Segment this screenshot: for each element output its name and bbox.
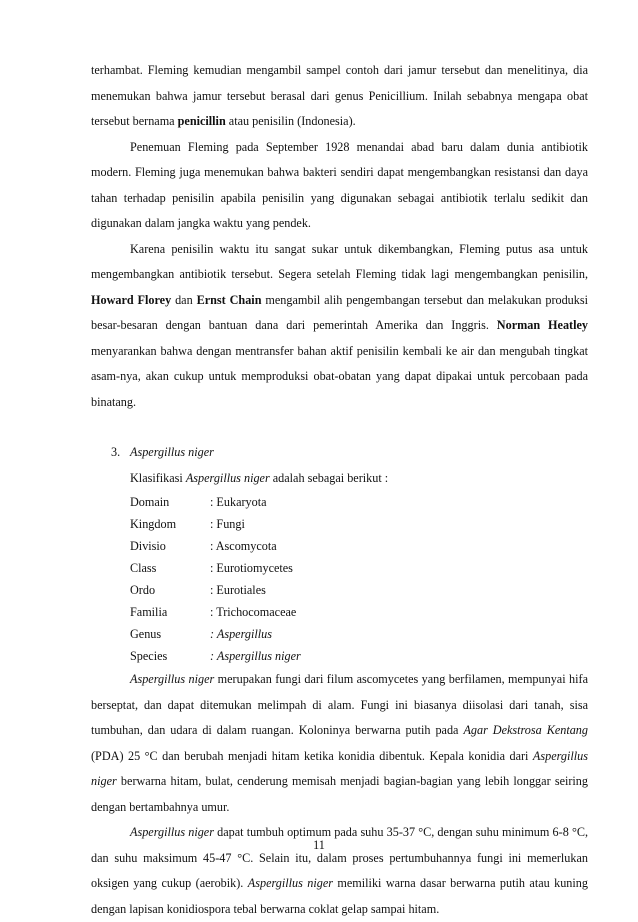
rank-label: Domain — [130, 495, 170, 509]
section-number: 3. — [111, 445, 121, 459]
bold-name-norman-heatley: Norman Heatley — [496, 318, 588, 332]
rank-label: Class — [130, 561, 157, 575]
classification-row — [130, 557, 301, 579]
italic-species: Aspergillus niger — [130, 672, 215, 686]
paragraph-text: merupakan fungi dari filum ascomycetes yang berfilamen, mempunyai hifa berseptat, dan dapat ditemukan melimpah di alam. Fungi ini biasanya diisolasi dari tanah, sisa tumbuhan, dan udara di dalam ruangan. Koloninya berwarna putih pada — [91, 672, 588, 737]
paragraph-development — [91, 237, 588, 416]
paragraph-text: Karena penisilin waktu itu sangat sukar untuk dikembangkan, Fleming putus asa untuk mengembangkan antibiotik tersebut. Segera setelah Fleming tidak lagi mengembangkan penisilin, — [91, 241, 588, 281]
bold-name-howard-florey: Howard Florey — [91, 292, 172, 307]
paragraph-text: Penemuan Fleming pada September 1928 menandai abad baru dalam dunia antibiotik modern. Fleming juga menemukan bahwa bakteri sendiri dapat mengembangkan resistansi dan daya tahan terhadap penisilin apabila penisilin yang digunakan sebagai antibiotik terlalu sedikit dan digunakan dalam jangka waktu yang pendek. — [91, 139, 588, 230]
classification-row — [130, 645, 301, 667]
page-number: 11 — [313, 838, 325, 852]
italic-species: Aspergillus niger — [130, 825, 214, 839]
paragraph-text: memiliki warna dasar berwarna putih atau kuning dengan lapisan konidiospora tebal berwarna coklat gelap sampai hitam. — [91, 876, 588, 916]
paragraph-text: dan — [171, 292, 197, 307]
species-value: : Aspergillus niger — [210, 649, 301, 663]
rank-value-italic — [210, 623, 301, 645]
rank-value: : Fungi — [210, 517, 245, 531]
bold-name-ernst-chain: Ernst Chain — [196, 292, 262, 307]
section-heading — [111, 440, 588, 466]
rank-label: Ordo — [130, 583, 156, 597]
bold-term-penicillin: penicillin — [177, 114, 226, 128]
rank-label: Kingdom — [130, 517, 177, 531]
intro-text: adalah sebagai berikut : — [269, 470, 389, 485]
classification-row — [130, 623, 301, 645]
paragraph-fleming-sample — [91, 58, 588, 135]
intro-species: Aspergillus niger — [185, 470, 270, 485]
paragraph-description — [91, 667, 588, 820]
paragraph-text: mengambil alih pengembangan tersebut dan melakukan produksi besar-besaran dengan bantuan dana dari pemerintah Amerika dan Inggris. — [91, 292, 589, 332]
rank-value: : Eurotiales — [210, 583, 266, 597]
page-content — [91, 58, 588, 922]
rank-value: : Ascomycota — [210, 539, 277, 553]
paragraph-growth — [91, 820, 588, 922]
rank-value: : Eurotiomycetes — [210, 561, 293, 575]
classification-row — [130, 513, 301, 535]
classification-intro — [130, 466, 588, 492]
classification-table — [130, 491, 301, 667]
paragraph-text: berwarna hitam, bulat, cenderung memisah menjadi bagian-bagian yang lebih longgar seiring dengan bertambahnya umur. — [91, 774, 588, 814]
paragraph-discovery — [91, 135, 588, 237]
genus-value: : Aspergillus — [210, 627, 272, 641]
rank-label: Divisio — [130, 539, 166, 553]
italic-medium: Agar Dekstrosa Kentang — [463, 723, 588, 737]
spacer — [91, 415, 588, 440]
classification-row — [130, 491, 301, 513]
paragraph-text: menyarankan bahwa dengan mentransfer bahan aktif penisilin kembali ke air dan mengubah tingkat asam-nya, akan cukup untuk memproduksi obat-obatan yang dapat dipakai untuk percobaan pada binatang. — [91, 343, 588, 409]
rank-value-italic — [210, 645, 301, 667]
italic-species: Aspergillus niger — [247, 876, 333, 890]
section-title: Aspergillus niger — [130, 445, 214, 459]
rank-label: Species — [130, 649, 168, 663]
paragraph-text: (PDA) 25 °C dan berubah menjadi hitam ketika konidia dibentuk. Kepala konidia dari — [91, 748, 533, 763]
intro-text: Klasifikasi — [130, 470, 186, 485]
paragraph-text: atau penisilin (Indonesia). — [225, 114, 356, 128]
classification-row — [130, 535, 301, 557]
rank-label: Familia — [130, 605, 168, 619]
italic-species: Aspergillus niger — [91, 748, 588, 788]
classification-row — [130, 579, 301, 601]
paragraph-text: terhambat. Fleming kemudian mengambil sampel contoh dari jamur tersebut dan menelitinya, dia menemukan bahwa jamur tersebut berasal dari genus Penicillium. Inilah sebabnya mengapa obat tersebut bernama — [91, 63, 588, 128]
rank-value: : Eukaryota — [210, 495, 267, 509]
paragraph-text: dapat tumbuh optimum pada suhu 35-37 °C, dengan suhu minimum 6-8 °C, dan suhu maksimum 45-47 °C. Selain itu, dalam proses pertumbuhannya fungi ini memerlukan oksigen yang cukup (aerobik). — [91, 825, 589, 890]
rank-label: Genus — [130, 627, 162, 641]
rank-value: : Trichocomaceae — [210, 605, 297, 619]
classification-row — [130, 601, 301, 623]
